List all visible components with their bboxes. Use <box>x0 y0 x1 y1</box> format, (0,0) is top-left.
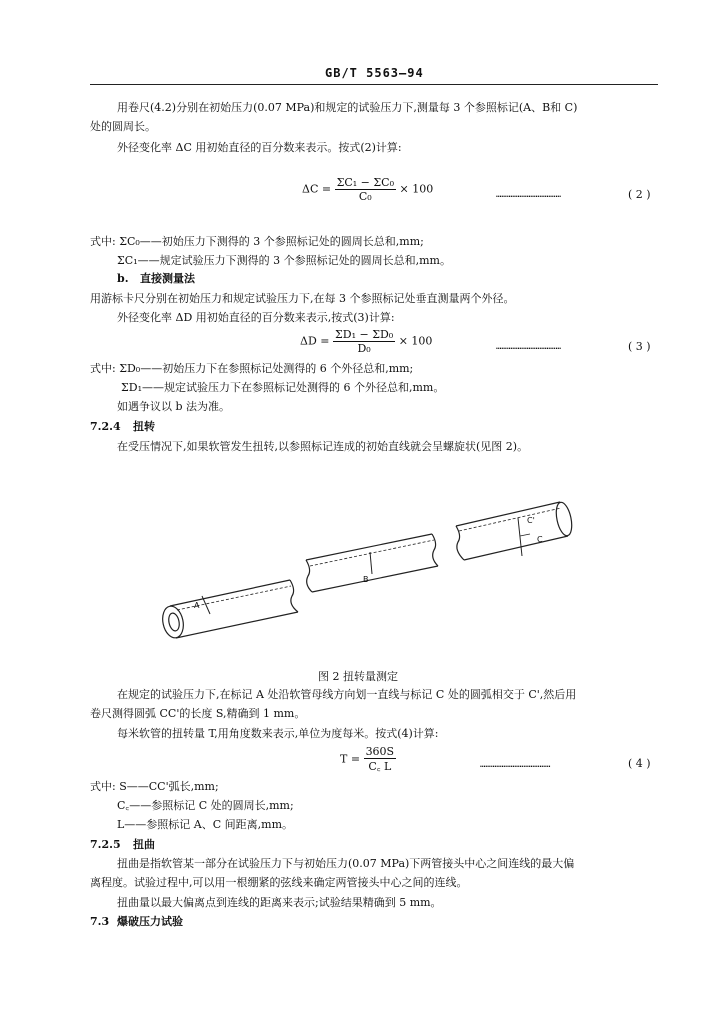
formula-2-lhs: ΔC = <box>302 182 332 196</box>
formula-4-denominator: C꜀ L <box>368 760 392 773</box>
hose-right-generatrix <box>459 508 561 531</box>
hose-mid-generatrix <box>310 540 434 566</box>
sub-b-label: b. <box>117 272 129 285</box>
mark-c-tick <box>518 518 522 556</box>
where2-line2: ΣD₁——规定试验压力下在参照标记处测得的 6 个外径总和,mm。 <box>121 381 445 394</box>
formula-2-number: ( 2 ) <box>628 188 651 201</box>
hose-left-top-edge <box>170 580 290 606</box>
para6-line2: 离程度。试验过程中,可以用一根绷紧的弦线来确定两管接头中心之间的连线。 <box>90 876 468 889</box>
hose-mid-top-edge <box>306 534 432 560</box>
formula-3-denominator: D₀ <box>357 342 371 355</box>
hose-right-top-edge <box>456 502 560 526</box>
hose-right-bottom-edge <box>464 536 568 560</box>
section-724-title: 扭转 <box>133 420 155 433</box>
formula-2-fraction <box>335 176 396 203</box>
where1-line1: 式中: ΣC₀——初始压力下测得的 3 个参照标记处的圆周长总和,mm; <box>90 235 424 248</box>
formula-4-leader: ………………………………… <box>480 760 551 770</box>
para3-line2: 外径变化率 ΔD 用初始直径的百分数来表示,按式(3)计算: <box>117 311 395 324</box>
formula-3-number: ( 3 ) <box>628 340 651 353</box>
figure-2-caption: 图 2 扭转量测定 <box>318 670 398 683</box>
formula-3-lhs: ΔD = <box>300 334 330 348</box>
hose-mid-bottom-edge <box>312 566 438 592</box>
header-rule <box>90 84 658 85</box>
sub-b-title: 直接测量法 <box>140 272 195 285</box>
figure-2-hose-diagram <box>150 490 590 650</box>
formula-3 <box>300 328 432 355</box>
document-code: GB/T 5563—94 <box>325 66 424 80</box>
para6-line1: 扭曲是指软管某一部分在试验压力下与初始压力(0.07 MPa)下两管接头中心之间连线的最大偏 <box>117 857 575 870</box>
formula-4-fraction <box>364 745 397 774</box>
formula-3-leader: ……………………………… <box>496 342 562 352</box>
hose-mid-left-break <box>306 560 312 592</box>
label-b: B <box>363 575 369 584</box>
section-725-number: 7.2.5 <box>90 838 121 851</box>
para5-line1: 在规定的试验压力下,在标记 A 处沿软管母线方向划一直线与标记 C 处的圆弧相交于 C',然后用 <box>117 688 577 701</box>
formula-2-rhs: × 100 <box>399 182 434 196</box>
label-c-prime: C' <box>527 516 535 525</box>
formula-4-number: ( 4 ) <box>628 757 651 770</box>
label-c: C <box>537 535 543 544</box>
para2: 外径变化率 ΔC 用初始直径的百分数来表示。按式(2)计算: <box>117 141 402 154</box>
mark-c-leader <box>520 534 530 536</box>
formula-4-numerator: 360S <box>365 745 395 758</box>
formula-2-leader: ……………………………… <box>496 190 562 200</box>
where3-line3: L——参照标记 A、C 间距离,mm。 <box>117 818 294 831</box>
para1-line2: 处的圆周长。 <box>90 120 156 133</box>
hose-left-end-outer <box>160 604 186 639</box>
label-a: A <box>194 601 200 610</box>
where3-line1: 式中: S——CC'弧长,mm; <box>90 780 219 793</box>
section-73-number: 7.3 <box>90 915 110 928</box>
para3-line1: 用游标卡尺分别在初始压力和规定试验压力下,在每 3 个参照标记处垂直测量两个外径。 <box>90 292 515 305</box>
mark-b-tick <box>370 552 372 574</box>
formula-3-rhs: × 100 <box>398 334 433 348</box>
hose-left-bottom-edge <box>176 612 298 638</box>
para6-line3: 扭曲量以最大偏离点到连线的距离来表示;试验结果精确到 5 mm。 <box>117 896 442 909</box>
formula-2-denominator: C₀ <box>358 190 372 203</box>
section-724-number: 7.2.4 <box>90 420 121 433</box>
where1-line2: ΣC₁——规定试验压力下测得的 3 个参照标记处的圆周长总和,mm。 <box>117 254 451 267</box>
hose-right-end <box>554 501 575 537</box>
section-73-title: 爆破压力试验 <box>117 915 183 928</box>
formula-2-numerator: ΣC₁ − ΣC₀ <box>336 176 394 189</box>
hose-mid-right-break <box>432 534 438 566</box>
where2-line3: 如遇争议以 b 法为准。 <box>117 400 231 413</box>
hose-left-break <box>290 580 298 612</box>
para5-line3: 每米软管的扭转量 T,用角度数来表示,单位为度每米。按式(4)计算: <box>117 727 439 740</box>
para4: 在受压情况下,如果软管发生扭转,以参照标记连成的初始直线就会呈螺旋状(见图 2)。 <box>117 440 529 453</box>
formula-4-lhs: T = <box>340 752 361 766</box>
where2-line1: 式中: ΣD₀——初始压力下在参照标记处测得的 6 个外径总和,mm; <box>90 362 414 375</box>
para1-line1: 用卷尺(4.2)分别在初始压力(0.07 MPa)和规定的试验压力下,测量每 3 个参照标记(A、B和 C) <box>117 101 578 114</box>
formula-4 <box>340 745 396 774</box>
formula-3-fraction <box>333 328 395 355</box>
where3-line2: C꜀——参照标记 C 处的圆周长,mm; <box>117 799 294 812</box>
section-725-title: 扭曲 <box>133 838 155 851</box>
hose-left-end-inner <box>167 612 181 632</box>
para5-line2: 卷尺测得圆弧 CC'的长度 S,精确到 1 mm。 <box>90 707 306 720</box>
formula-2 <box>302 176 433 203</box>
formula-3-numerator: ΣD₁ − ΣD₀ <box>334 328 394 341</box>
